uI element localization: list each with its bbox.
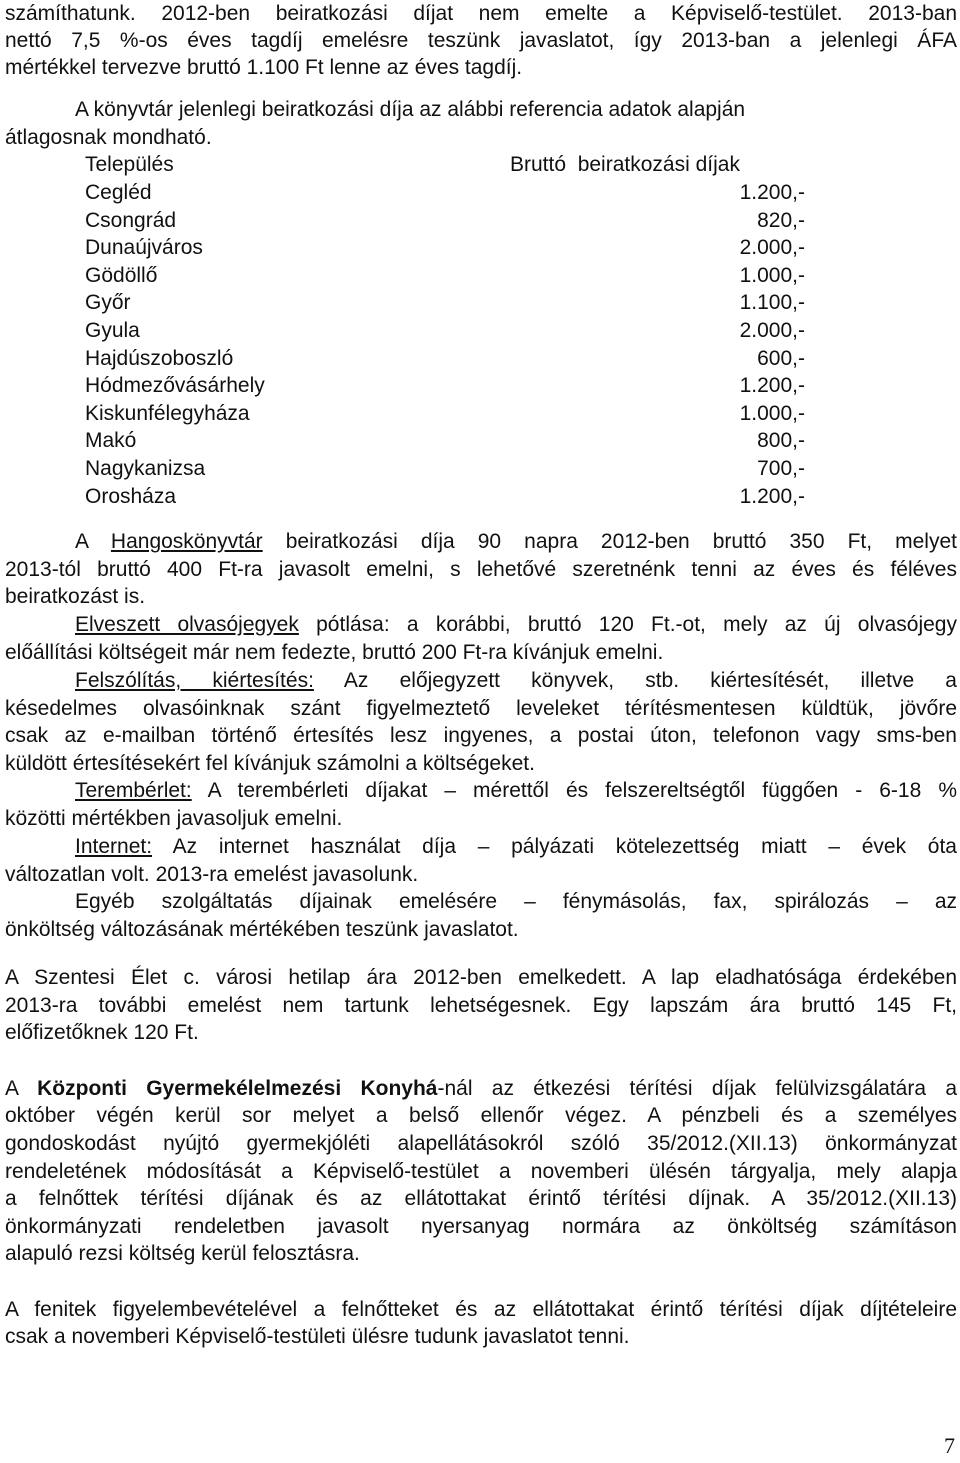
fee-value: 1.200,- [739, 374, 805, 398]
reference-line-2: átlagosnak mondható. [5, 126, 212, 149]
audiobook-text-1: beiratkozási díja 90 napra 2012-ben bruttó 350 Ft, melyet [285, 530, 957, 553]
reference-line-1: A könyvtár jelenlegi beiratkozási díja az alábbi referencia adatok alapján [75, 98, 746, 121]
intro-line-2: nettó 7,5 %-os éves tagdíj emelésre teszünk javaslatot, így 2013-ban a jelenlegi ÁFA [5, 29, 957, 52]
city-name: Orosháza [85, 484, 177, 508]
table-row [85, 427, 805, 454]
audiobook-line-3: beiratkozást is. [5, 585, 146, 608]
other-services-line-2: önköltség változásának mértékében teszünk javaslatot. [5, 918, 519, 941]
fee-value: 820,- [757, 208, 805, 232]
city-name: Nagykanizsa [85, 457, 206, 480]
audiobook-a: A [75, 530, 88, 553]
newspaper-line-1: A Szentesi Élet c. városi hetilap ára 2012-ben emelkedett. A lap eladhatósága érdekében [5, 966, 957, 989]
audiobook-line-2: 2013-tól bruttó 400 Ft-ra javasolt emelni, s lehetővé szeretnénk tenni az éves és féléves [5, 558, 957, 581]
kitchen-line-7: alapuló rezsi költség kerül felosztásra. [5, 1242, 360, 1265]
fee-value: 2.000,- [739, 319, 805, 342]
table-row [85, 455, 805, 482]
city-name: Gyula [85, 319, 140, 342]
table-row [85, 179, 805, 206]
kitchen-line-6: önkormányzati rendeletben javasolt nyersanyag normára az önköltség számításon [5, 1215, 957, 1238]
lost-card-text-1: pótlása: a korábbi, bruttó 120 Ft.-ot, mely az új olvasójegy [316, 613, 957, 636]
newspaper-line-3: előfizetőknek 120 Ft. [5, 1021, 199, 1044]
city-name: Győr [85, 291, 131, 315]
other-services-line-1: Egyéb szolgáltatás díjainak emelésére – fénymásolás, fax, spirálozás – az [75, 890, 957, 913]
fee-value: 1.200,- [739, 181, 805, 204]
kitchen-line-2: október végén kerül sor melyet a belső ellenőr végez. A pénzbeli és a személyes [5, 1104, 957, 1127]
city-name: Cegléd [85, 181, 152, 204]
internet-text-1: Az internet használat díja – pályázati kötelezettség miatt – évek óta [172, 835, 957, 858]
fee-value: 800,- [757, 429, 805, 453]
notice-text-1: Az előjegyzett könyvek, stb. kiértesítését, illetve a [343, 669, 957, 692]
table-row [85, 400, 805, 427]
city-name: Dunaújváros [85, 236, 203, 260]
audiobook-line-1 [5, 528, 957, 556]
fee-value: 1.200,- [739, 484, 805, 508]
city-name: Gödöllő [85, 263, 158, 287]
notice-line-2: késedelmes olvasóinknak szánt figyelmeztető leveleket térítésmentesen küldtük, jövőre [5, 697, 957, 720]
kitchen-text-1: -nál az étkezési térítési díjak felülvizsgálatára a [437, 1077, 957, 1100]
city-name: Hajdúszoboszló [85, 346, 234, 370]
table-row [85, 372, 805, 399]
column-header-city: Település [85, 153, 174, 176]
notice-line-4: küldött értesítésekért fel kívánjuk számolni a költségeket. [5, 752, 535, 775]
table-row [85, 262, 805, 289]
internet-line-2: változatlan volt. 2013-ra emelést javasolunk. [5, 863, 419, 886]
fee-value: 1.000,- [739, 263, 805, 287]
room-rental-line-1 [5, 777, 957, 805]
notice-label: Felszólítás, kiértesítés: [75, 669, 314, 692]
table-row [85, 207, 805, 234]
intro-line-3: mértékkel tervezve bruttó 1.100 Ft lenne az éves tagdíj. [5, 56, 523, 79]
fee-value: 700,- [757, 457, 805, 480]
kitchen-pre: A [5, 1077, 38, 1100]
room-rental-line-2: közötti mértékben javasoljuk emelni. [5, 807, 343, 830]
lost-card-label: Elveszett olvasójegyek [75, 613, 299, 636]
table-row [85, 289, 805, 316]
table-row [85, 234, 805, 261]
kitchen-line-1 [5, 1075, 957, 1103]
lost-card-line-2: előállítási költségeit már nem fedezte, bruttó 200 Ft-ra kívánjuk emelni. [5, 641, 664, 664]
internet-line-1 [5, 833, 957, 861]
fee-value: 2.000,- [739, 236, 805, 260]
city-name: Hódmezővásárhely [85, 374, 265, 398]
audiobook-label: Hangoskönyvtár [110, 530, 263, 553]
city-name: Makó [85, 429, 137, 453]
room-rental-text-1: A terembérleti díjakat – mérettől és felszereltségtől függően - 6-18 % [207, 779, 957, 802]
lost-card-line-1 [5, 611, 957, 639]
kitchen-bold-name: Központi Gyermekélelmezési Konyhá [37, 1077, 438, 1100]
kitchen-line-5: a felnőttek térítési díjának és az ellátottakat érintő térítési díjnak. A 35/2012.(XII.13) [5, 1187, 957, 1210]
room-rental-label: Terembérlet: [75, 779, 192, 802]
conclusion-line-2: csak a novemberi Képviselő-testületi ülésre tudunk javaslatot tenni. [5, 1325, 630, 1348]
table-row [85, 345, 805, 372]
city-name: Kiskunfélegyháza [85, 401, 250, 425]
newspaper-line-2: 2013-ra további emelést nem tartunk lehetségesnek. Egy lapszám ára bruttó 145 Ft, [5, 994, 957, 1017]
page-number: 7 [944, 1433, 955, 1458]
conclusion-line-1: A fenitek figyelembevételével a felnőtteket és az ellátottakat érintő térítési díjak díjtételeire [5, 1298, 957, 1321]
fee-table-header [85, 151, 805, 178]
intro-line-1: számíthatunk. 2012-ben beiratkozási díjat nem emelte a Képviselő-testület. 2013-ban [5, 2, 957, 25]
notice-line-3: csak az e-mailban történő értesítés lesz ingyenes, a postai úton, telefonon vagy sms-ben [5, 724, 957, 747]
notice-line-1 [5, 667, 957, 695]
table-row [85, 483, 805, 510]
fee-value: 1.100,- [739, 291, 805, 315]
kitchen-line-3: gondoskodást nyújtó gyermekjóléti alapellátásokról szóló 35/2012.(XII.13) önkormányzat [5, 1132, 957, 1155]
fee-value: 1.000,- [739, 401, 805, 425]
city-name: Csongrád [85, 208, 177, 232]
column-header-fee: Bruttó beiratkozási díjak [510, 153, 740, 176]
internet-label: Internet: [75, 835, 153, 858]
table-row [85, 317, 805, 344]
fee-value: 600,- [757, 346, 805, 370]
kitchen-line-4: rendeletének módosítását a Képviselő-testület a novemberi ülésén tárgyalja, mely alapja [5, 1160, 957, 1183]
